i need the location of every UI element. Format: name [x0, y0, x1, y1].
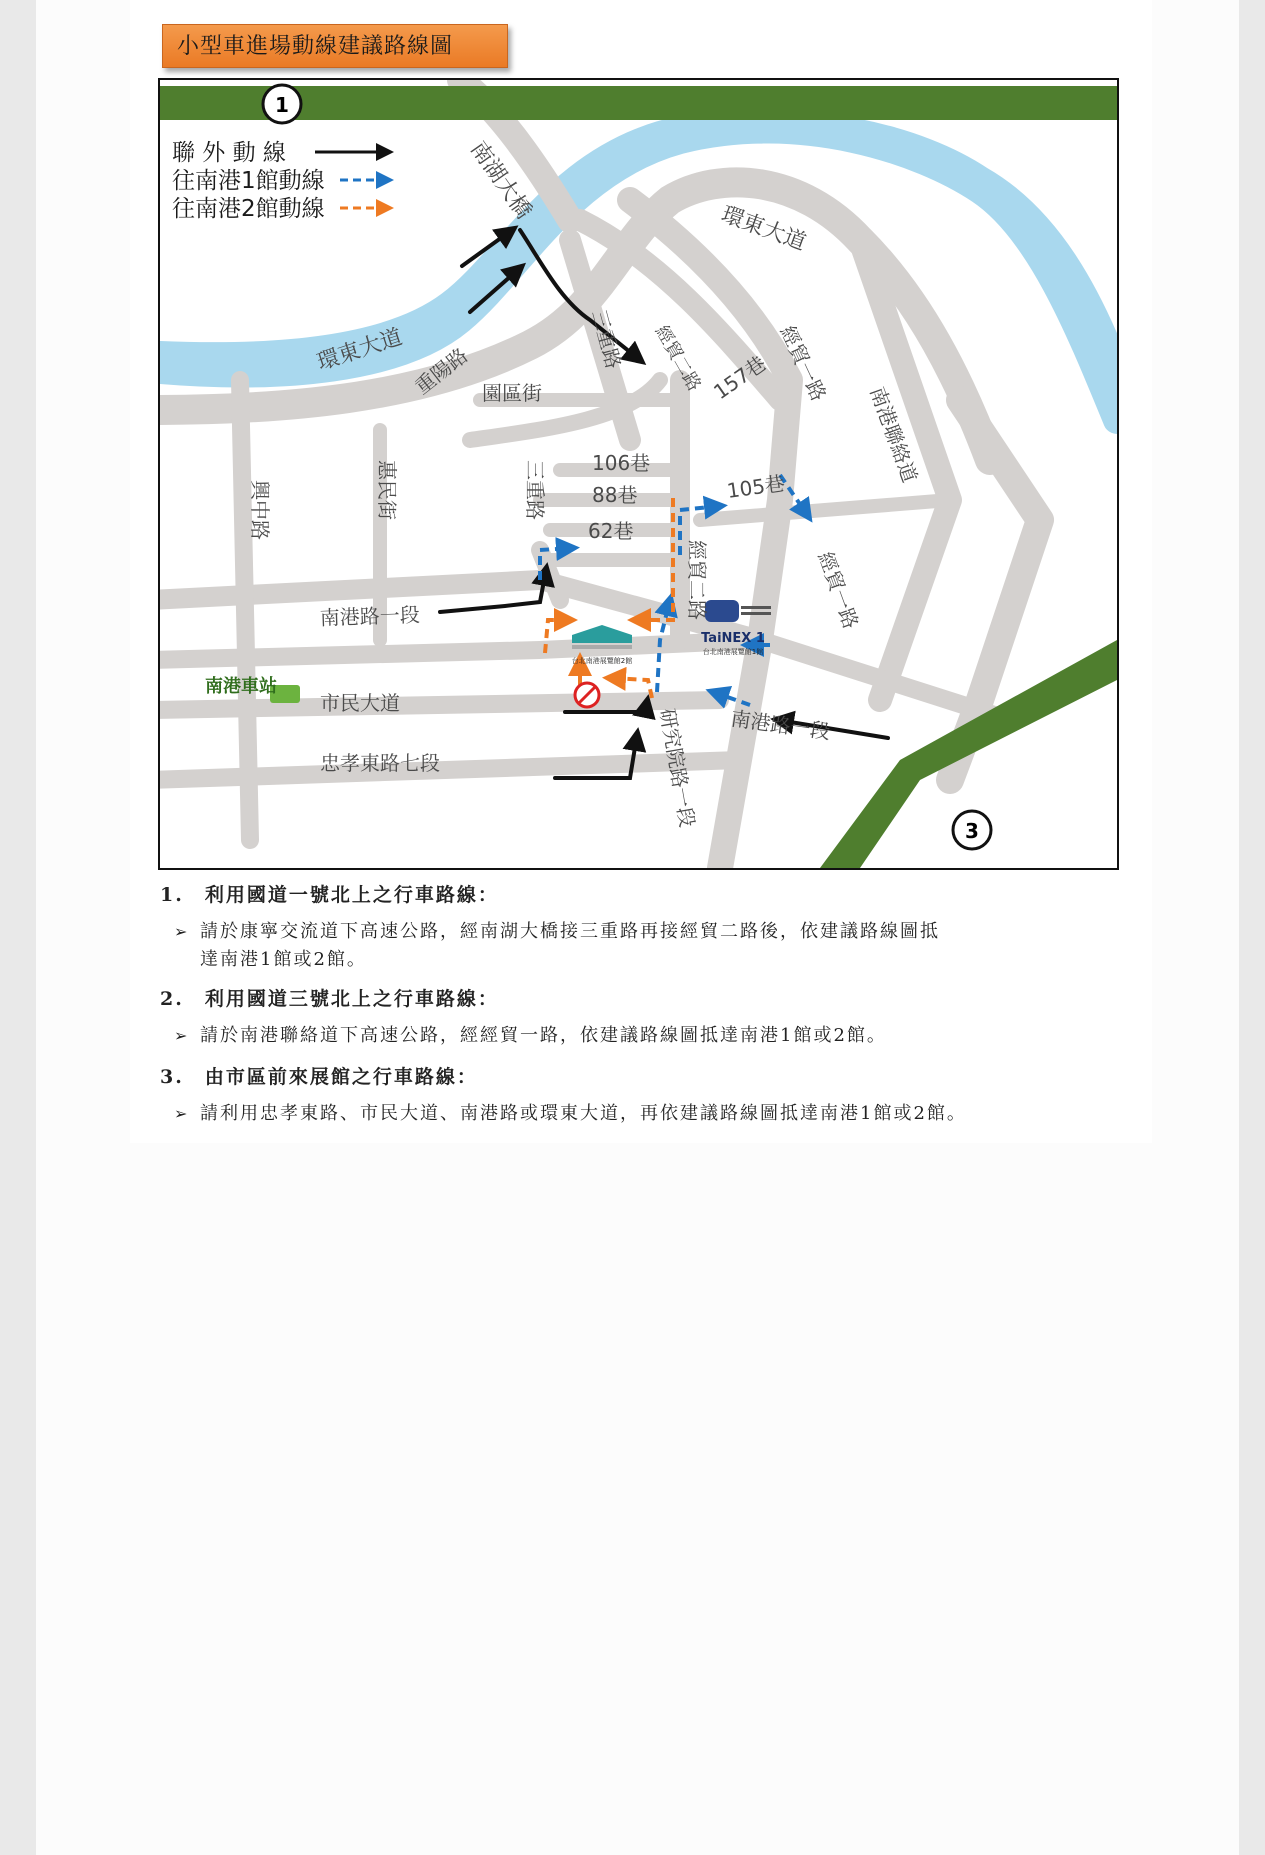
highway-1: [160, 86, 1117, 120]
label-huimin: 惠民街: [375, 460, 399, 520]
hall2-building: [572, 625, 632, 665]
svg-text:1: 1: [275, 93, 289, 117]
bullet-arrow-icon: ➢: [174, 1104, 190, 1123]
hall2-name: 台北南港展覽館2館: [571, 657, 633, 665]
label-sanchong-lower: 三重路: [523, 460, 547, 520]
legend-label-external: 聯 外 動 線: [172, 140, 286, 166]
bullet-arrow-icon: ➢: [174, 922, 190, 941]
label-nangang-sec1-left: 南港路一段: [319, 602, 421, 630]
label-yanjiuyuan: 研究院路一段: [655, 706, 700, 830]
note-3-heading: 3. 由市區前來展館之行車路線：: [160, 1066, 478, 1088]
hall1-name: 台北南港展覽館1館: [702, 648, 764, 656]
note-1-body: [174, 918, 1090, 974]
label-yuanqu: 園區街: [482, 381, 542, 405]
label-lane105: 105巷: [725, 471, 787, 503]
note-3-body: [174, 1100, 1090, 1128]
note-2-body: [174, 1022, 1090, 1050]
label-jingmao2-top: 經貿二路: [650, 322, 705, 395]
note-1-heading: 1. 利用國道一號北上之行車路線：: [160, 884, 499, 906]
highway-1-shield: [263, 85, 301, 123]
legend: [172, 140, 388, 222]
legend-label-hall2: 往南港2館動線: [172, 196, 325, 222]
label-huandong-right: 環東大道: [717, 202, 810, 256]
label-jingmao1-top: 經貿一路: [775, 321, 832, 405]
label-nanhu-bridge: 南湖大橋: [465, 137, 537, 224]
label-station: 南港車站: [205, 676, 277, 697]
label-lane106: 106巷: [592, 451, 651, 475]
no-entry-sign: [575, 683, 599, 707]
label-xingzhong: 興中路: [248, 480, 272, 540]
highway-3-shield: [953, 811, 991, 849]
label-sanchong-vertical: 三重路: [587, 307, 626, 372]
label-chongyang: 重陽路: [410, 343, 473, 399]
route-map: [158, 78, 1119, 870]
map-title: 小型車進場動線建議路線圖: [162, 24, 508, 68]
label-nangang-connector: 南港聯絡道: [865, 383, 923, 486]
note-3-line-1: 請利用忠孝東路、市民大道、南港路或環東大道，再依建議路線圖抵達南港1館或2館。: [200, 1103, 967, 1124]
label-lane157: 157巷: [709, 351, 771, 405]
label-jingmao2-lower: 經貿二路: [685, 540, 709, 620]
note-2-heading: 2. 利用國道三號北上之行車路線：: [160, 988, 499, 1010]
label-lane62: 62巷: [588, 519, 634, 543]
label-jingmao1-lower: 經貿一路: [813, 548, 864, 632]
tainex-logo-text: TaiNEX 1: [701, 631, 765, 646]
legend-label-hall1: 往南港1館動線: [172, 168, 325, 194]
svg-text:3: 3: [965, 819, 979, 843]
note-1-line-2: 達南港1館或2館。: [200, 949, 367, 970]
note-2-line-1: 請於南港聯絡道下高速公路，經經貿一路，依建議路線圖抵達南港1館或2館。: [200, 1025, 887, 1046]
label-zhongxiao: 忠孝東路七段: [320, 751, 440, 775]
note-1-line-1: 請於康寧交流道下高速公路，經南湖大橋接三重路再接經貿二路後，依建議路線圖抵: [200, 921, 940, 942]
label-nangang-sec1-right: 南港路一段: [729, 706, 832, 744]
label-lane88: 88巷: [592, 483, 638, 507]
label-shimin: 市民大道: [320, 691, 400, 715]
label-huandong-left: 環東大道: [314, 324, 406, 376]
bullet-arrow-icon: ➢: [174, 1026, 190, 1045]
